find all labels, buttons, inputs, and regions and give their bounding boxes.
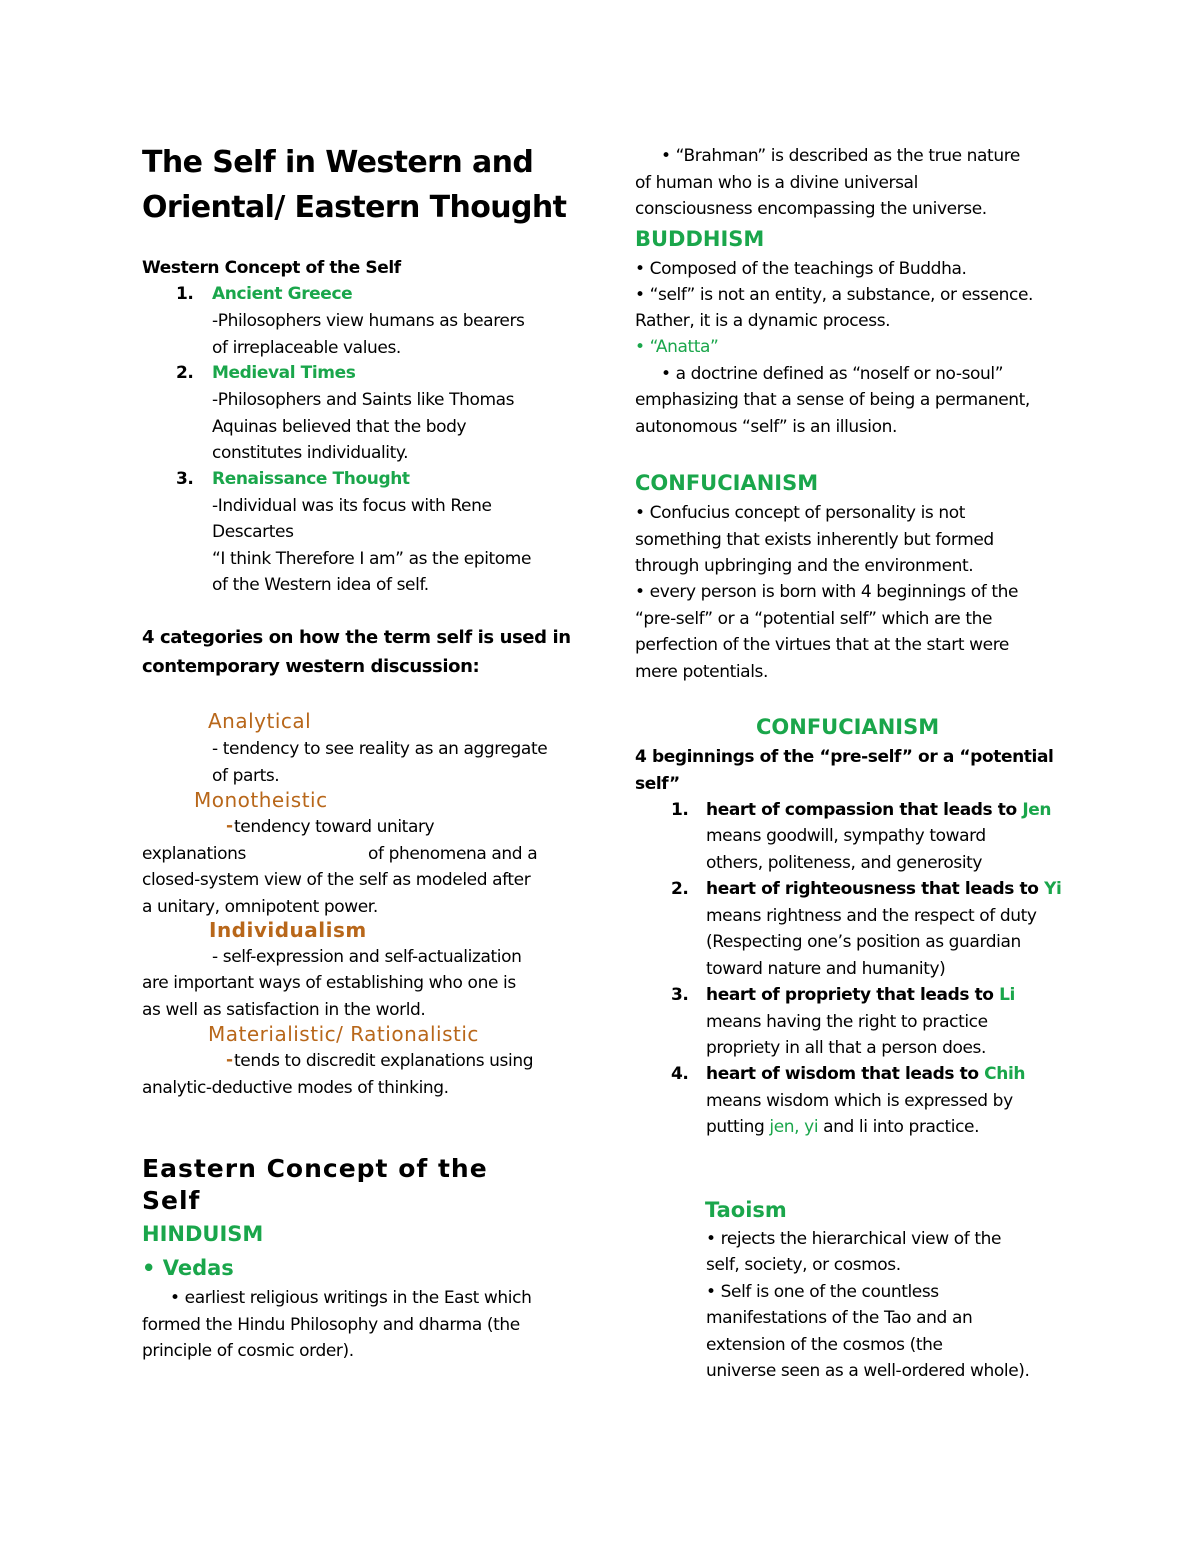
taoism-text: extension of the cosmos (the <box>706 1335 943 1355</box>
confucianism-heading: CONFUCIANISM <box>635 471 819 495</box>
hinduism-heading: HINDUISM <box>142 1222 264 1246</box>
beginning-item <box>706 1064 1025 1084</box>
category-text: closed-system view of the self as modeled after <box>142 870 531 890</box>
taoism-text: manifestations of the Tao and an <box>706 1308 973 1328</box>
beginning-item <box>706 985 1015 1005</box>
brahman-text: consciousness encompassing the universe. <box>635 199 987 219</box>
buddhism-text: • “self” is not an entity, a substance, or essence. <box>635 285 1034 305</box>
confucianism-text: something that exists inherently but formed <box>635 530 994 550</box>
western-item-text: Descartes <box>212 522 294 542</box>
western-item-text: -Philosophers and Saints like Thomas <box>212 390 515 410</box>
western-item-text: of irreplaceable values. <box>212 338 401 358</box>
vedas-heading: • Vedas <box>142 1256 234 1280</box>
beginning-item <box>706 879 1061 899</box>
category-label-materialistic: Materialistic/ Rationalistic <box>208 1022 479 1046</box>
category-text: are important ways of establishing who one is <box>142 973 516 993</box>
beginning-key: Chih <box>984 1064 1026 1084</box>
buddhism-text: • a doctrine defined as “noself or no-soul” <box>661 364 1004 384</box>
category-text: explanations <box>142 844 246 864</box>
beginning-lead: heart of wisdom that leads to <box>706 1064 985 1084</box>
confucianism-text: • every person is born with 4 beginnings of the <box>635 582 1019 602</box>
category-text: of parts. <box>212 766 280 786</box>
list-number: 2. <box>671 879 689 899</box>
hinduism-text: formed the Hindu Philosophy and dharma (the <box>142 1315 520 1335</box>
confucianism-text: • Confucius concept of personality is not <box>635 503 966 523</box>
category-text: - tendency to see reality as an aggregate <box>212 739 548 759</box>
categories-heading-line-2: contemporary western discussion: <box>142 656 480 677</box>
beginnings-subheading: 4 beginnings of the “pre-self” or a “potential <box>635 747 1054 767</box>
beginning-text <box>706 1117 979 1137</box>
category-text: analytic-deductive modes of thinking. <box>142 1078 449 1098</box>
category-text: as well as satisfaction in the world. <box>142 1000 426 1020</box>
hinduism-text: • earliest religious writings in the East which <box>170 1288 532 1308</box>
western-item-text: -Philosophers view humans as bearers <box>212 311 525 331</box>
beginnings-subheading: self” <box>635 774 680 794</box>
list-number: 3. <box>176 469 194 489</box>
category-dash: - <box>226 1050 233 1070</box>
list-number: 1. <box>176 284 194 304</box>
beginning-item <box>706 800 1051 820</box>
buddhism-text: emphasizing that a sense of being a permanent, <box>635 390 1030 410</box>
western-item-text: Aquinas believed that the body <box>212 417 467 437</box>
beginning-text: others, politeness, and generosity <box>706 853 983 873</box>
confucianism-text: mere potentials. <box>635 662 768 682</box>
confucianism-heading-2: CONFUCIANISM <box>756 715 940 739</box>
beginning-text: propriety in all that a person does. <box>706 1038 987 1058</box>
beginning-text: means rightness and the respect of duty <box>706 906 1037 926</box>
buddhism-text: Rather, it is a dynamic process. <box>635 311 891 331</box>
taoism-text: • Self is one of the countless <box>706 1282 939 1302</box>
buddhism-text: • Composed of the teachings of Buddha. <box>635 259 967 279</box>
category-text: of phenomena and a <box>368 844 538 864</box>
beginning-text: means goodwill, sympathy toward <box>706 826 986 846</box>
taoism-text: universe seen as a well-ordered whole). <box>706 1361 1030 1381</box>
confucianism-text: “pre-self” or a “potential self” which are the <box>635 609 993 629</box>
confucianism-text: perfection of the virtues that at the start were <box>635 635 1009 655</box>
list-number: 3. <box>671 985 689 1005</box>
beginning-text: (Respecting one’s position as guardian <box>706 932 1021 952</box>
category-label-monotheistic: Monotheistic <box>194 788 328 812</box>
page-title-line-2: Oriental/ Eastern Thought <box>142 190 567 225</box>
western-item-label: Ancient Greece <box>212 284 353 304</box>
buddhism-text: autonomous “self” is an illusion. <box>635 417 897 437</box>
beginning-key: Yi <box>1044 879 1062 899</box>
brahman-text: of human who is a divine universal <box>635 173 918 193</box>
list-number: 2. <box>176 363 194 383</box>
list-number: 4. <box>671 1064 689 1084</box>
beginning-lead: heart of righteousness that leads to <box>706 879 1045 899</box>
eastern-heading-line-1: Eastern Concept of the <box>142 1154 488 1183</box>
category-text: - self-expression and self-actualization <box>212 947 522 967</box>
category-label-analytical: Analytical <box>208 709 312 733</box>
western-item-label: Medieval Times <box>212 363 356 383</box>
beginning-lead: heart of propriety that leads to <box>706 985 1000 1005</box>
taoism-text: • rejects the hierarchical view of the <box>706 1229 1002 1249</box>
confucianism-text: through upbringing and the environment. <box>635 556 974 576</box>
western-item-text: “I think Therefore I am” as the epitome <box>212 549 532 569</box>
western-item-text: constitutes individuality. <box>212 443 409 463</box>
category-dash: - <box>226 816 233 836</box>
western-item-text: of the Western idea of self. <box>212 575 429 595</box>
beginning-text-post: and li into practice. <box>818 1117 980 1137</box>
anatta-label: • “Anatta” <box>635 337 719 357</box>
categories-heading-line-1: 4 categories on how the term self is used in <box>142 627 571 648</box>
category-text: tends to discredit explanations using <box>234 1051 534 1071</box>
beginning-text-pre: putting <box>706 1117 770 1137</box>
western-item-text: -Individual was its focus with Rene <box>212 496 492 516</box>
hinduism-text: principle of cosmic order). <box>142 1341 354 1361</box>
beginning-key: Li <box>999 985 1015 1005</box>
western-item-label: Renaissance Thought <box>212 469 410 489</box>
beginning-lead: heart of compassion that leads to <box>706 800 1023 820</box>
western-heading: Western Concept of the Self <box>142 258 401 278</box>
category-label-individualism: Individualism <box>209 918 367 942</box>
beginning-key: Jen <box>1022 800 1052 820</box>
buddhism-heading: BUDDHISM <box>635 227 765 251</box>
category-text: tendency toward unitary <box>234 817 435 837</box>
beginning-text: toward nature and humanity) <box>706 959 946 979</box>
list-number: 1. <box>671 800 689 820</box>
eastern-heading-line-2: Self <box>142 1186 201 1215</box>
beginning-text: means having the right to practice <box>706 1012 988 1032</box>
category-text: a unitary, omnipotent power. <box>142 897 378 917</box>
taoism-heading: Taoism <box>705 1198 787 1222</box>
taoism-text: self, society, or cosmos. <box>706 1255 901 1275</box>
page-title-line-1: The Self in Western and <box>142 145 534 180</box>
brahman-text: • “Brahman” is described as the true nature <box>661 146 1020 166</box>
beginning-text: means wisdom which is expressed by <box>706 1091 1013 1111</box>
beginning-text-key: jen, yi <box>769 1117 819 1137</box>
